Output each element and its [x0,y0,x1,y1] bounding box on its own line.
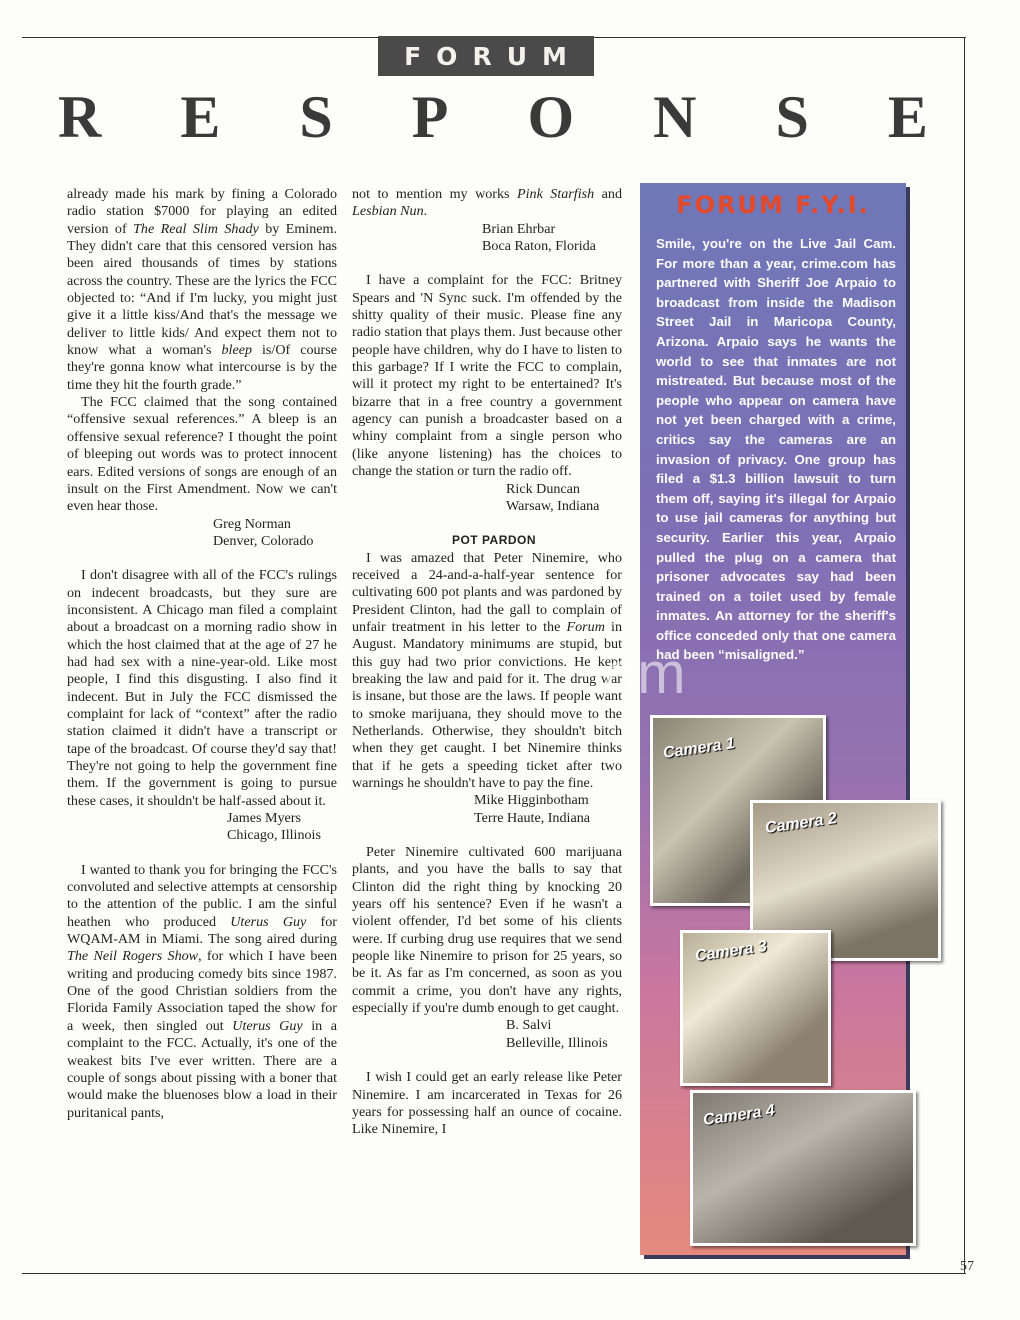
camera-photo-3 [680,930,831,1086]
letters-column-2 [352,186,622,1139]
letter-paragraph: not to mention my works Pink Starfish and Lesbian Nun. [352,186,622,220]
title-letter: N [653,83,697,150]
right-rule [964,37,965,1274]
letter-paragraph: Peter Ninemire cultivated 600 marijuana plants, and you have the balls to say that Clinton did the right thing by knocking 20 years off his sentence? Even if he wasn't a violent offender, I'd bet some of his clients were. If curbing drug use requires that we send people like Ninemire to prison for 25 years, so be it. As far as I'm concerned, as soon as you commit a crime, you don't have any rights, especially if you're dumb enough to get caught. [352,844,622,1017]
title-letter: E [887,83,928,150]
letter-paragraph: I wish I could get an early release like Peter Ninemire. I am incarcerated in Texas for 26 years for possessing half an ounce of cocaine. Like Ninemire, I [352,1069,622,1138]
camera-label: Camera 1 [662,735,736,762]
letters-column-1 [67,186,337,1122]
title-letter: P [411,83,449,150]
letter-signature: Rick Duncan Warsaw, Indiana [506,480,600,514]
response-title [58,82,928,152]
letter-signature: Mike Higginbotham Terre Haute, Indiana [474,792,591,826]
letter-signature: B. Salvi Belleville, Illinois [506,1017,608,1051]
camera-photo-4 [690,1090,916,1246]
title-letter: O [527,83,575,150]
letter-paragraph: The FCC claimed that the song contained “offensive sexual references.” A bleep is an offensive sexual reference? I thought the point of bleeping out words was to protect innocent ears. Edited versions of songs are enough of an insult on the First Amendment. Now we can't even hear those. [67,394,337,515]
title-letter: S [299,83,333,150]
letter-signature: Brian Ehrbar Boca Raton, Florida [482,220,596,255]
title-letter: S [775,83,809,150]
letter-paragraph: I don't disagree with all of the FCC's rulings on indecent broadcasts, but they sure are inconsistent. A Chicago man filed a complaint about a broadcast on a morning radio show in which the host claimed that at the age of 27 he had had sex with a nine-year-old. Like most people, I find this disgusting. I also find it indecent. But in July the FCC dismissed the complaint for lack of “context” after the radio station claimed it didn't have a transcript or tape of the broadcast. Of course they'd say that! They're not going to help the government fine them. If the government is going to pursue these cases, it shouldn't be half-assed about it. [67,567,337,809]
letter-paragraph: already made his mark by fining a Colorado radio station $7000 for playing an edited version of The Real Slim Shady by Eminem. They didn't care that this censored version has been aired thousands of times by stations across the country. These are the lyrics the FCC objected to: “And if I'm lucky, you might just give it a little kiss/And that's the message we deliver to little kids/ And expect them not to know what a woman's bleep is/Of course they're gonna know what intercourse is by the time they hit the fourth grade.” [67,186,337,393]
letter-paragraph: I wanted to thank you for bringing the FCC's convoluted and selective attempts at censorship to the attention of the public. I am the sinful heathen who produced Uterus Guy for WQAM-AM in Miami. The song aired during The Neil Rogers Show, for which I have been writing and producing comedy bits since 1987. One of the good Christian soldiers from the Florida Family Association taped the show for a week, then singled out Uterus Guy in a complaint to the FCC. Actually, it's one of the weakest bits I've ever written. There are a couple of songs about pissing with a boner that would make the bluenoses blow a load in their puritanical pants, [67,861,338,1121]
sidebar-title: FORUM F.Y.I. [676,191,870,219]
letter-paragraph: I was amazed that Peter Ninemire, who received a 24-and-a-half-year sentence for cultivating 600 pot plants and was pardoned by President Clinton, had the gall to complain of unfair treatment in his letter to the Forum in August. Mandatory minimums are stupid, but this guy had two prior convictions. He kept breaking the law and paid for it. The drug war is insane, but those are the laws. If people want to smoke marijuana, they should move to the Netherlands. Otherwise, they shouldn't bitch when they get caught. I bet Ninemire thinks that if he gets a speeding ticket after two warnings he shouldn't have to pay the fine. [352,549,622,791]
camera-label: Camera 4 [702,1102,776,1129]
forum-label: FORUM [378,36,594,76]
page-number: 57 [960,1259,974,1274]
letter-paragraph: I have a complaint for the FCC: Britney Spears and 'N Sync suck. I'm offended by the shitty quality of their music. Please fine any radio station that plays them. Just because other people have children, why do I have to listen to this garbage? If I write the FCC to complain, will it protect my right to be entertained? It's bizarre that in a free country a government agency can punish a broadcaster based on a whiny complaint from a single person who (like anyone listening) has the choices to change the station or turn the radio off. [352,272,622,480]
letter-signature: Greg Norman Denver, Colorado [213,515,314,549]
camera-label: Camera 2 [764,810,838,837]
section-subhead: POT PARDON [451,533,537,548]
bottom-rule [22,1273,966,1274]
letter-signature: James Myers Chicago, Illinois [227,810,321,844]
watermark: om [604,641,687,706]
title-letter: E [180,83,221,150]
sidebar-text: Smile, you're on the Live Jail Cam. For more than a year, crime.com has partnered with Sheriff Joe Arpaio to broadcast from inside the Madison Street Jail in Maricopa County, Arizona. Arpaio says he wants the world to see that inmates are not mistreated. But because most of the people who appear on camera have not yet been charged with a crime, critics say the cameras are an invasion of privacy. One group has filed a $1.3 billion lawsuit to turn them off, saying it's illegal for Arpaio to use jail cameras for anything but security. Earlier this year, Arpaio pulled the plug on a camera that prisoner advocates say had been trained on a toilet used by female inmates. An attorney for the sheriff's office conceded only that one camera had been “misaligned.” [656,236,896,663]
camera-label: Camera 3 [694,938,768,965]
title-letter: R [58,83,102,150]
